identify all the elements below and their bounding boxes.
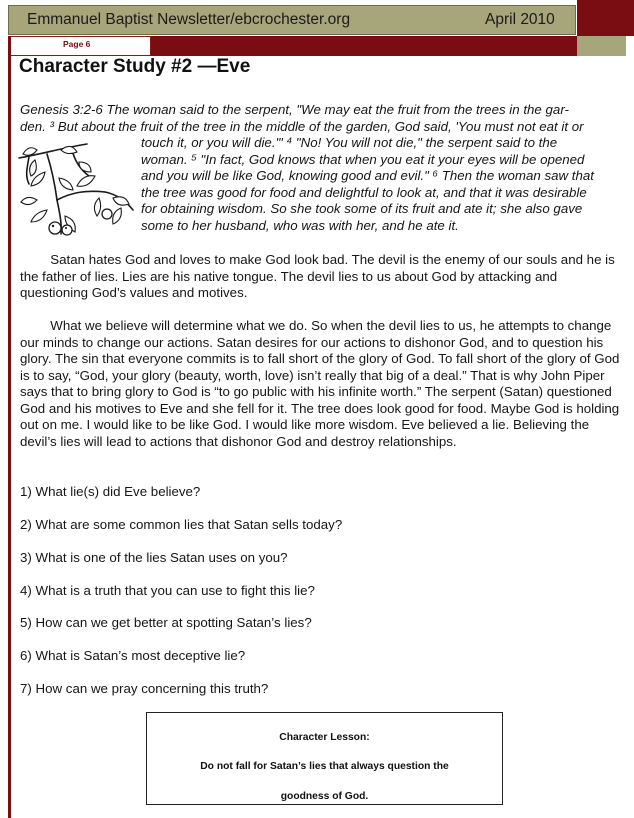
paragraph-text: Satan hates God and loves to make God look bad. The devil is the enemy of our souls and he is the father of lies. Lies are his native tongue. The devil lies to us about God by attacking and questioning God’s values and motives. [20, 252, 615, 300]
corner-block-olive [577, 36, 626, 56]
scripture-line: den. ³ But about the fruit of the tree in the middle of the garden, God said, 'You must not eat it or [20, 118, 584, 134]
body-paragraph [20, 318, 620, 450]
paragraph-text: What we believe will determine what we do. So when the devil lies to us, he attempts to change our minds to change our actions. Satan desires for our actions to dishonor God, and to question his glory. The sin that everyone commits is to fall short of the glory of God. To fall short of the glory of God is to say, “God, your glory (beauty, worth, love) isn’t really that big of a deal.” That is why John Piper says that to bring glory to God is “to go public with his infinite worth.” The serpent (Satan) questioned God and his motives to Eve and she fell for it. The tree does look good for food. Maybe God is holding out on me. I would like to be like God. I would like more wisdom. Eve believed a lie. Believing the devil’s lies will lead to actions that dishonor God and destroy relationships. [20, 318, 620, 449]
character-lesson-box [146, 712, 503, 805]
page-title: Character Study #2 —Eve [19, 56, 251, 77]
accent-bar [151, 36, 577, 56]
scripture-line: some to her husband, who was with her, and he ate it. [141, 217, 459, 233]
scripture-line: the tree was good for food and delightful to look at, and that it was desirable [141, 184, 587, 200]
page-tab [8, 36, 151, 56]
discussion-question: 2) What are some common lies that Satan sells today? [20, 517, 343, 532]
scripture-line: and you will be like God, knowing good and evil." ⁶ Then the woman saw that [141, 168, 594, 183]
scripture-line: for obtaining wisdom. So she took some of its fruit and ate it; she also gave [141, 201, 583, 216]
discussion-question: 3) What is one of the lies Satan uses on you? [20, 550, 288, 565]
corner-block-maroon [577, 0, 634, 36]
body-paragraph [20, 252, 620, 302]
lesson-text: Do not fall for Satan’s lies that always question the [200, 761, 449, 772]
lesson-text: goodness of God. [280, 791, 369, 802]
left-border-rule [8, 36, 11, 818]
header-bar [8, 5, 576, 35]
lesson-heading: Character Lesson: [279, 732, 370, 743]
discussion-question: 1) What lie(s) did Eve believe? [20, 484, 201, 499]
discussion-question: 5) How can we get better at spotting Satan’s lies? [20, 615, 312, 630]
discussion-question: 4) What is a truth that you can use to fight this lie? [20, 583, 315, 598]
newsletter-title: Emmanuel Baptist Newsletter/ebcrochester.org [27, 11, 351, 28]
scripture-line: touch it, or you will die.'" ⁴ "No! You will not die," the serpent said to the [141, 135, 558, 150]
fruit-branch-illustration [17, 140, 138, 240]
issue-date: April 2010 [485, 11, 555, 28]
page-number: Page 6 [63, 39, 91, 49]
scripture-line: woman. ⁵ "In fact, God knows that when you eat it your eyes will be opened [141, 151, 585, 167]
scripture-line: Genesis 3:2-6 The woman said to the serpent, "We may eat the fruit from the trees in the gar- [20, 102, 569, 117]
discussion-question: 7) How can we pray concerning this truth? [20, 681, 269, 696]
discussion-question: 6) What is Satan’s most deceptive lie? [20, 648, 246, 663]
